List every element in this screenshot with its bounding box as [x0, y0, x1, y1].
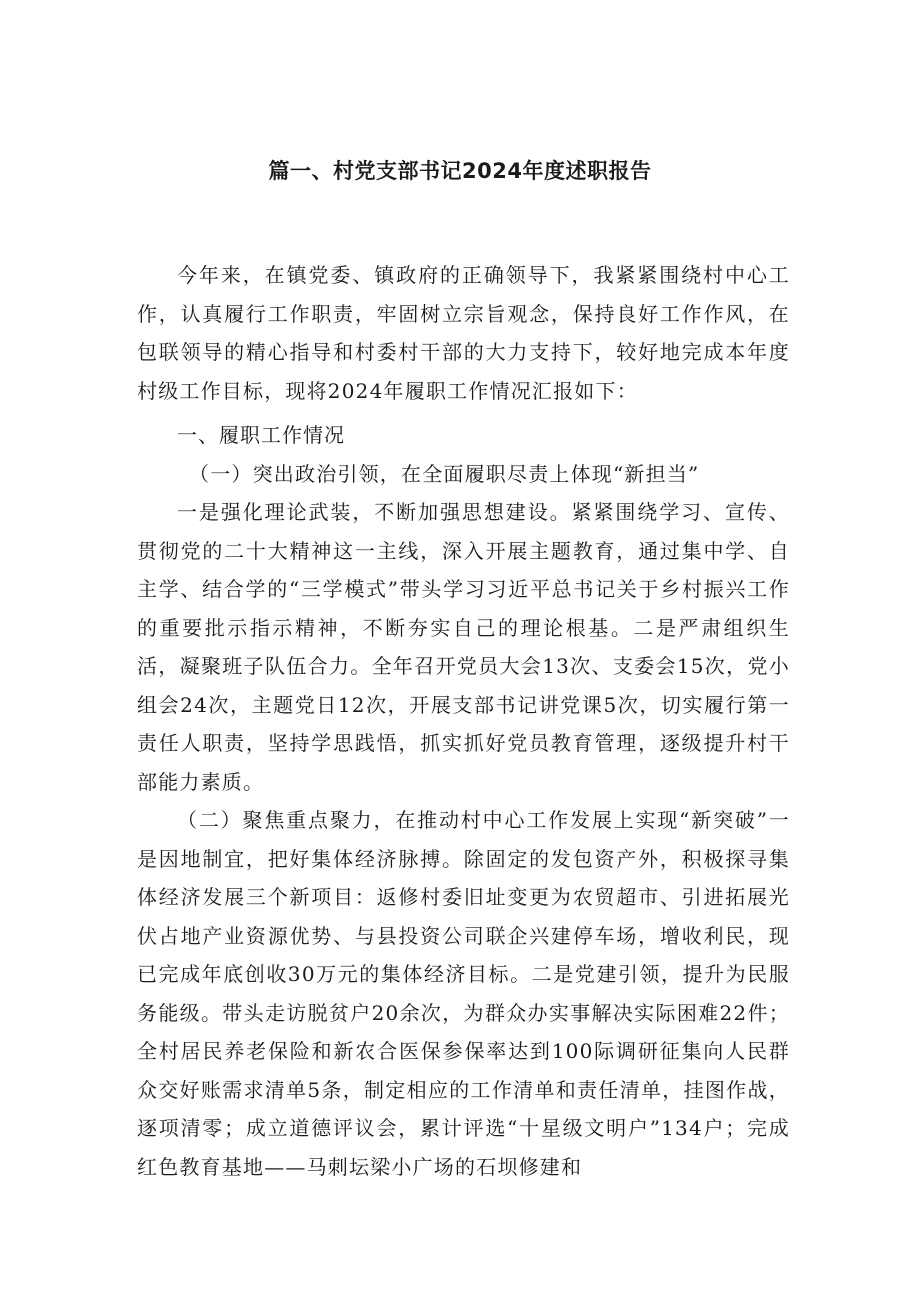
subsection-paragraph-2: （二）聚焦重点聚力，在推动村中心工作发展上实现“新突破”一是因地制宜，把好集体经济脉搏。除固定的发包资产外，积极探寻集体经济发展三个新项目：返修村委旧址变更为农贸超市、引进拓展光伏占地产业资源优势、与县投资公司联企兴建停车场，增收利民，现已完成年底创收30万元的集体经济目标。二是党建引领，提升为民服务能级。带头走访脱贫户20余次，为群众办实事解决实际困难22件；全村居民养老保险和新农合医保参保率达到100际调研征集向人民群众交好账需求清单5条，制定相应的工作清单和责任清单，挂图作战，逐项清零；成立道德评议会，累计评选“十星级文明户”134户；完成红色教育基地——马刺坛梁小广场的石坝修建和 — [137, 808, 790, 1179]
document-body — [137, 256, 790, 1186]
document-title: 篇一、村党支部书记2024年度述职报告 — [268, 159, 652, 183]
section-heading: 一、履职工作情况 — [177, 423, 345, 447]
intro-paragraph: 今年来，在镇党委、镇政府的正确领导下，我紧紧围绕村中心工作，认真履行工作职责，牢固树立宗旨观念，保持良好工作作风，在包联领导的精心指导和村委村干部的大力支持下，较好地完成本年度村级工作目标，现将2024年履职工作情况汇报如下： — [137, 263, 790, 403]
subsection-heading: （一）突出政治引领，在全面履职尽责上体现“新担当” — [189, 461, 700, 486]
subsection-paragraph: 一是强化理论武装，不断加强思想建设。紧紧围绕学习、宣传、贯彻党的二十大精神这一主线，深入开展主题教育，通过集中学、自主学、结合学的“三学模式”带头学习习近平总书记关于乡村振兴工作的重要批示指示精神，不断夯实自己的理论根基。二是严肃组织生活，凝聚班子队伍合力。全年召开党员大会13次、支委会15次，党小组会24次，主题党日12次，开展支部书记讲党课5次，切实履行第一责任人职责，坚持学思践悟，抓实抓好党员教育管理，逐级提升村干部能力素质。 — [137, 500, 790, 794]
